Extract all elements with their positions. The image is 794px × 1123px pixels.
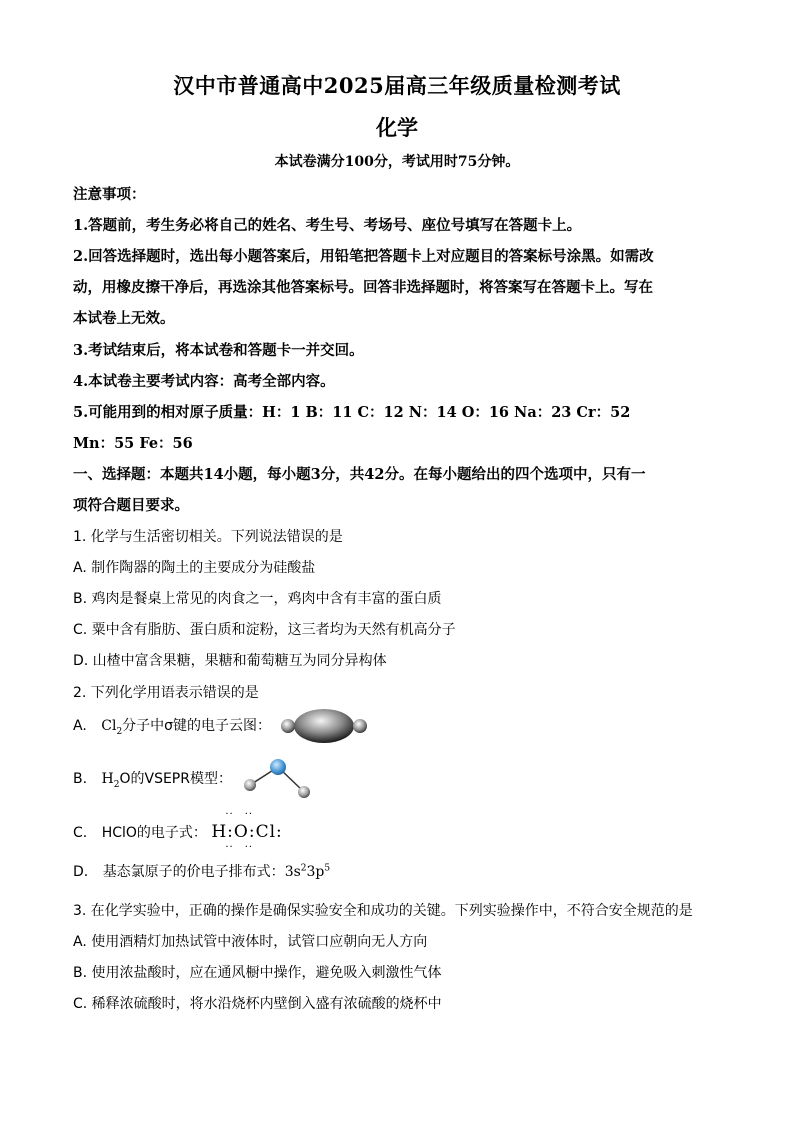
- q2-b-label: B.: [73, 771, 88, 787]
- score-line: 本试卷满分100分，考试用时75分钟。: [274, 154, 520, 170]
- q2-d-s2: 5: [324, 863, 331, 874]
- notes-heading: 注意事项：: [73, 186, 146, 203]
- q3-option-c: C. 稀释浓硫酸时，将水沿烧杯内壁倒入盛有浓硫酸的烧杯中: [73, 996, 442, 1012]
- q2-b-formula: [101, 771, 120, 790]
- q2-d-label: D.: [73, 864, 89, 880]
- q2-c-text: HClO的电子式：: [101, 825, 207, 841]
- q2-a-text: 分子中σ键的电子云图：: [122, 718, 272, 734]
- note-item-4: 4.本试卷主要考试内容：高考全部内容。: [73, 373, 335, 390]
- hclo-electron-formula: [211, 809, 283, 853]
- central-atom: [270, 759, 286, 775]
- vsepr-model-image: [238, 758, 318, 800]
- q2-a-pre: Cl: [101, 718, 117, 734]
- sigma-bond-electron-cloud-image: [278, 708, 370, 744]
- q2-d-s1: 2: [300, 863, 307, 874]
- h-atom-left: [244, 779, 256, 791]
- page-title: 汉中市普通高中2025届高三年级质量检测考试: [173, 73, 621, 98]
- lone-pair-dots-bottom: ·· ··: [211, 842, 254, 853]
- note-item-2-line-2: 动，用橡皮擦干净后，再选涂其他答案标号。回答非选择题时，将答案写在答题卡上。写在: [73, 279, 653, 296]
- q3-option-a: A. 使用酒精灯加热试管中液体时，试管口应朝向无人方向: [73, 934, 428, 950]
- hclo-formula-text: H:O:Cl:: [211, 822, 283, 842]
- section-heading-line-2: 项符合题目要求。: [73, 497, 189, 514]
- q2-a-formula: [101, 718, 123, 737]
- cl-atom-right: [353, 719, 367, 733]
- q2-d-f2: 3p: [306, 864, 325, 880]
- q3-option-b: B. 使用浓盐酸时，应在通风橱中操作，避免吸入刺激性气体: [73, 965, 442, 981]
- q2-c-label: C.: [73, 825, 88, 841]
- note-item-3: 3.考试结束后，将本试卷和答题卡一并交回。: [73, 342, 364, 359]
- electron-cloud: [294, 709, 354, 743]
- q2-b-pre: H: [101, 771, 114, 787]
- q1-option-b: B. 鸡肉是餐桌上常见的肉食之一，鸡肉中含有丰富的蛋白质: [73, 591, 442, 607]
- q2-b-text: O的VSEPR模型：: [119, 771, 232, 787]
- q1-option-d: D. 山楂中富含果糖，果糖和葡萄糖互为同分异构体: [73, 653, 387, 669]
- q2-option-b: [73, 758, 318, 800]
- q3-stem: 3. 在化学实验中，正确的操作是确保实验安全和成功的关键。下列实验操作中，不符合安全规范的是: [73, 903, 693, 919]
- q2-d-text: 基态氯原子的价电子排布式：: [102, 864, 285, 880]
- q2-b-sub: 2: [113, 779, 120, 790]
- note-item-2-line-1: 2.回答选择题时，选出每小题答案后，用铅笔把答题卡上对应题目的答案标号涂黑。如需改: [73, 248, 654, 265]
- note-item-2-line-3: 本试卷上无效。: [73, 310, 175, 327]
- section-heading-line-1: 一、选择题：本题共14小题，每小题3分，共42分。在每小题给出的四个选项中，只有一: [73, 466, 646, 483]
- q1-option-c: C. 粟中含有脂肪、蛋白质和淀粉，这三者均为天然有机高分子: [73, 622, 456, 638]
- q2-option-c: [73, 809, 283, 853]
- note-item-5-line-1: 5.可能用到的相对原子质量：H：1 B：11 C：12 N：14 O：16 Na：23 Cr：52: [73, 404, 631, 421]
- q1-stem: 1. 化学与生活密切相关。下列说法错误的是: [73, 529, 343, 545]
- h-atom-right: [298, 786, 310, 798]
- subject-title: 化学: [376, 115, 418, 140]
- note-item-5-line-2: Mn：55 Fe：56: [73, 435, 193, 452]
- q1-option-a: A. 制作陶器的陶土的主要成分为硅酸盐: [73, 560, 316, 576]
- note-item-1: 1.答题前，考生务必将自己的姓名、考生号、考场号、座位号填写在答题卡上。: [73, 217, 582, 234]
- lone-pair-dots-top: ·· ··: [211, 809, 254, 820]
- q2-option-d: [73, 861, 330, 881]
- q2-a-sub: 2: [116, 726, 123, 737]
- q2-stem: 2. 下列化学用语表示错误的是: [73, 685, 259, 701]
- cl-atom-left: [281, 719, 295, 733]
- q2-option-a: [73, 708, 370, 744]
- q2-d-f1: 3s: [284, 864, 301, 880]
- q2-d-config: [285, 864, 330, 880]
- q2-a-label: A.: [73, 718, 87, 734]
